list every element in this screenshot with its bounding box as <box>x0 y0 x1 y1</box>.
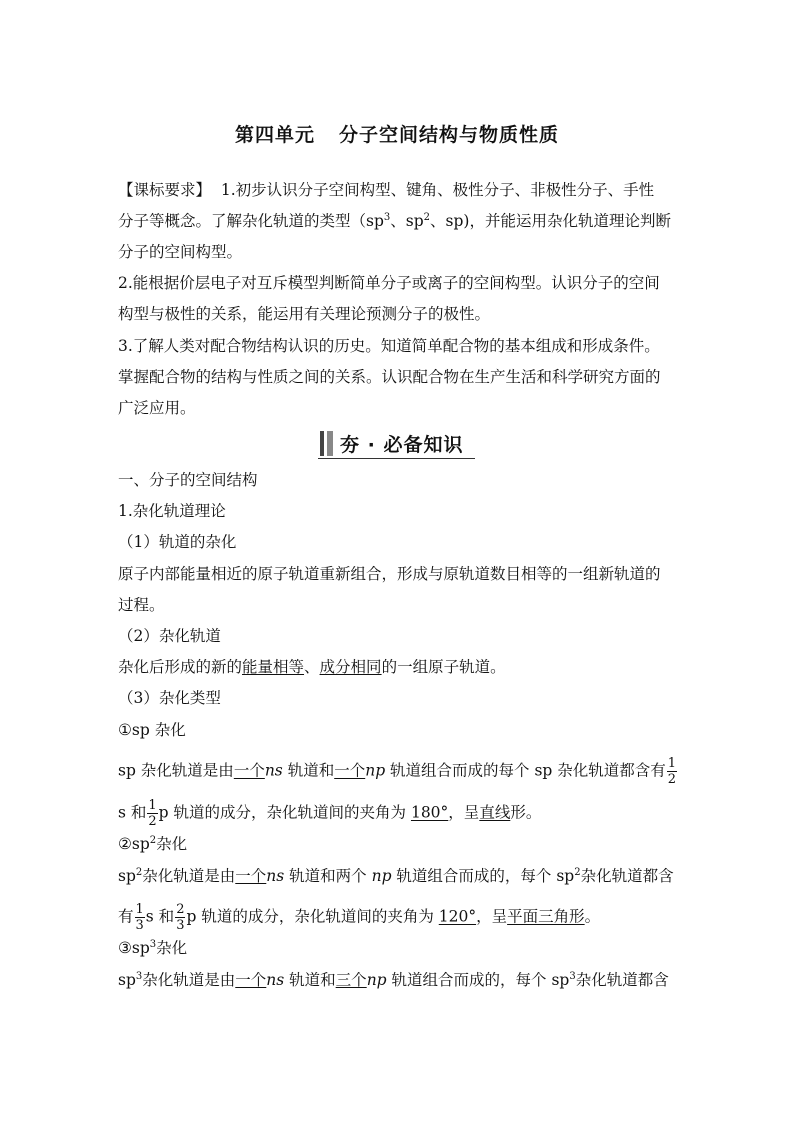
fraction: $\frac{2}{3}$ <box>176 902 185 933</box>
banner-bar-dark <box>320 431 324 456</box>
sp-heading: ①sp 杂化 <box>118 721 186 739</box>
fraction: $\frac{1}{3}$ <box>135 902 144 933</box>
banner-bar-light <box>327 431 333 456</box>
sp-line-1: sp 杂化轨道是由一个ns 轨道和一个np 轨道组合而成的每个 sp 杂化轨道都含有 $\frac{1}{2}$ <box>118 756 677 787</box>
section-heading: 一、分子的空间结构 <box>118 471 258 489</box>
underlined-answer: 能量相等 <box>242 658 305 676</box>
item-heading-1: （1）轨道的杂化 <box>118 533 237 551</box>
requirements-line-1: 【课标要求】 1.初步认识分子空间构型、键角、极性分子、非极性分子、手性 <box>118 181 655 199</box>
item-heading-3: （3）杂化类型 <box>118 689 221 707</box>
underlined-answer: 成分相同 <box>319 658 382 676</box>
sp3-line-1: $sp^3$杂化轨道是由一个ns 轨道和三个np 轨道组合而成的，每个 $sp^3$杂化轨道都含 <box>118 970 669 989</box>
banner-text: 夯 · 必备知识 <box>340 434 464 456</box>
unit-topic: 分子空间结构与物质性质 <box>339 124 560 146</box>
item-heading-2: （2）杂化轨道 <box>118 627 221 645</box>
section-banner <box>318 428 475 459</box>
fraction: $\frac{1}{2}$ <box>667 756 677 787</box>
paragraph-2: 杂化后形成的新的能量相等、成分相同的一组原子轨道。 <box>118 658 506 676</box>
unit-number: 第四单元 <box>234 124 315 146</box>
subsection-heading: 1.杂化轨道理论 <box>118 502 226 520</box>
sp2-line-2: 有 $\frac{1}{3}$ s 和 $\frac{2}{3}$ p 轨道的成分，杂化轨道间的夹角为 120°，呈平面三角形。 <box>118 902 601 933</box>
fraction: $\frac{1}{2}$ <box>148 798 157 829</box>
paragraph-1a: 原子内部能量相近的原子轨道重新组合，形成与原轨道数目相等的一组新轨道的 <box>118 565 661 583</box>
sp2-heading: $②sp^2$杂化 <box>118 834 188 853</box>
paragraph-1b: 过程。 <box>118 596 165 614</box>
sp-line-2: s 和 $\frac{1}{2}$ p 轨道的成分，杂化轨道间的夹角为 180°，呈直线形。 <box>118 798 542 829</box>
requirements-line-2: 分子等概念。了解杂化轨道的类型（$sp^3$、$sp^2$、sp)，并能运用杂化轨道理论判断 <box>118 211 671 230</box>
unit-title <box>0 120 794 147</box>
requirements-line-3: 分子的空间构型。 <box>118 243 243 261</box>
requirements-line-7: 掌握配合物的结构与性质之间的关系。认识配合物在生产生活和科学研究方面的 <box>118 368 661 386</box>
requirements-line-8: 广泛应用。 <box>118 399 196 417</box>
requirements-line-6: 3.了解人类对配合物结构认识的历史。知道简单配合物的基本组成和形成条件。 <box>118 337 660 355</box>
requirements-line-5: 构型与极性的关系，能运用有关理论预测分子的极性。 <box>118 305 491 323</box>
requirements-line-4: 2.能根据价层电子对互斥模型判断简单分子或离子的空间构型。认识分子的空间 <box>118 274 660 292</box>
requirements-label: 【课标要求】 <box>118 181 212 199</box>
sp3-heading: $③sp^3$杂化 <box>118 938 188 957</box>
sp2-line-1: $sp^2$杂化轨道是由一个ns 轨道和两个 np 轨道组合而成的，每个 $sp^2$杂化轨道都含 <box>118 866 674 885</box>
